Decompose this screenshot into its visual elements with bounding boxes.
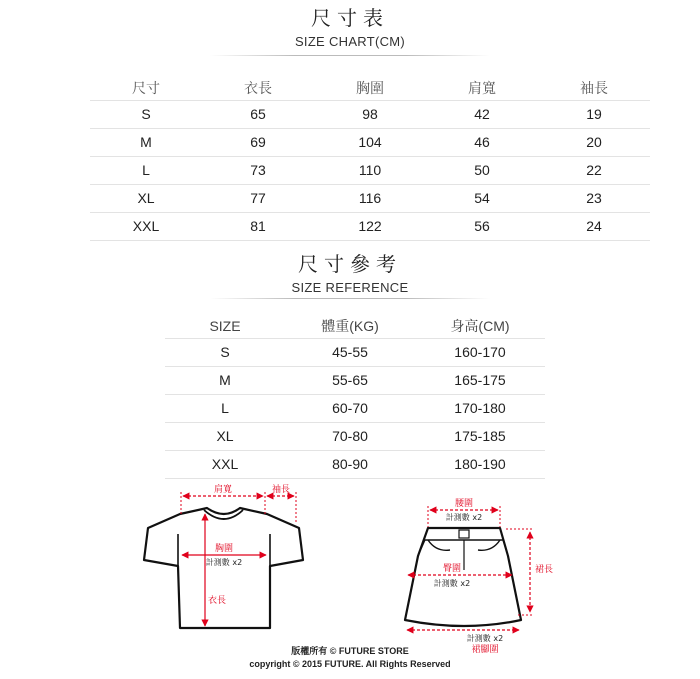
size-reference-title-en: SIZE REFERENCE bbox=[291, 280, 409, 295]
table-cell: 54 bbox=[474, 190, 490, 206]
footer bbox=[0, 645, 700, 671]
skirt-length-label: 裙長 bbox=[535, 565, 554, 575]
table-cell: 122 bbox=[358, 218, 382, 234]
table-cell: 80-90 bbox=[332, 456, 368, 472]
table-cell: 55-65 bbox=[332, 372, 368, 388]
hem-label: 裙腳圍 bbox=[471, 645, 499, 655]
size-reference-header-cell: 身高(CM) bbox=[450, 318, 510, 334]
table-cell: 81 bbox=[250, 218, 266, 234]
waist-note: 計測數 x2 bbox=[445, 513, 483, 522]
table-cell: 19 bbox=[586, 106, 602, 122]
table-cell: XL bbox=[137, 190, 155, 206]
table-cell: 73 bbox=[250, 162, 266, 178]
size-chart-header-cell: 衣長 bbox=[244, 80, 272, 96]
table-cell: 22 bbox=[586, 162, 602, 178]
table-cell: M bbox=[219, 372, 231, 388]
table-cell: 170-180 bbox=[454, 400, 506, 416]
size-reference-header-cell: 體重(KG) bbox=[321, 318, 379, 334]
tshirt-outline bbox=[144, 508, 303, 628]
table-cell: 65 bbox=[250, 106, 266, 122]
table-cell: M bbox=[140, 134, 152, 150]
size-reference-title-zh: 尺寸參考 bbox=[298, 254, 402, 276]
table-cell: 116 bbox=[358, 190, 382, 206]
table-cell: 165-175 bbox=[454, 372, 506, 388]
hip-note: 計測數 x2 bbox=[433, 579, 471, 588]
table-cell: 69 bbox=[250, 134, 266, 150]
table-cell: XXL bbox=[132, 218, 160, 234]
table-cell: 60-70 bbox=[332, 400, 368, 416]
copyright-line-zh: 版權所有 © FUTURE STORE bbox=[291, 646, 409, 656]
table-cell: 20 bbox=[586, 134, 602, 150]
table-cell: 98 bbox=[362, 106, 378, 122]
table-cell: 24 bbox=[586, 218, 602, 234]
table-cell: 160-170 bbox=[454, 344, 506, 360]
size-chart-header-cell: 尺寸 bbox=[132, 80, 160, 96]
size-chart-header-cell: 袖長 bbox=[580, 80, 608, 96]
table-cell: 70-80 bbox=[332, 428, 368, 444]
table-cell: 175-185 bbox=[454, 428, 506, 444]
table-cell: 23 bbox=[586, 190, 602, 206]
table-cell: 42 bbox=[474, 106, 490, 122]
table-cell: 56 bbox=[474, 218, 490, 234]
table-cell: 104 bbox=[358, 134, 382, 150]
sleeve-label: 袖長 bbox=[271, 485, 291, 495]
length-label: 衣長 bbox=[208, 596, 227, 606]
skirt-diagram bbox=[405, 498, 553, 655]
tshirt-diagram bbox=[144, 483, 303, 628]
size-reference-header-cell: SIZE bbox=[209, 318, 241, 334]
table-cell: L bbox=[221, 400, 229, 416]
chest-note: 計測數 x2 bbox=[205, 558, 243, 567]
size-chart-header-cell: 肩寬 bbox=[468, 80, 496, 96]
hem-note: 計測數 x2 bbox=[466, 634, 504, 643]
table-cell: L bbox=[142, 162, 150, 178]
chest-label: 胸圍 bbox=[214, 544, 234, 554]
table-cell: 45-55 bbox=[332, 344, 368, 360]
size-chart-title-zh: 尺寸表 bbox=[311, 8, 389, 30]
table-cell: 110 bbox=[358, 162, 382, 178]
table-cell: 46 bbox=[474, 134, 490, 150]
shoulder-label: 肩寬 bbox=[213, 485, 233, 495]
waist-label: 腰圍 bbox=[454, 499, 474, 509]
hip-label: 臀圍 bbox=[442, 564, 462, 574]
table-cell: 50 bbox=[474, 162, 490, 178]
table-cell: XXL bbox=[211, 456, 239, 472]
size-chart-header-cell: 胸圍 bbox=[356, 80, 384, 96]
copyright-line-en: copyright © 2015 FUTURE. All Rights Reserved bbox=[249, 659, 451, 669]
table-cell: XL bbox=[216, 428, 234, 444]
table-cell: 180-190 bbox=[454, 456, 506, 472]
table-cell: S bbox=[141, 106, 151, 122]
table-cell: S bbox=[220, 344, 230, 360]
size-chart-title-en: SIZE CHART(CM) bbox=[294, 34, 406, 49]
table-cell: 77 bbox=[250, 190, 266, 206]
